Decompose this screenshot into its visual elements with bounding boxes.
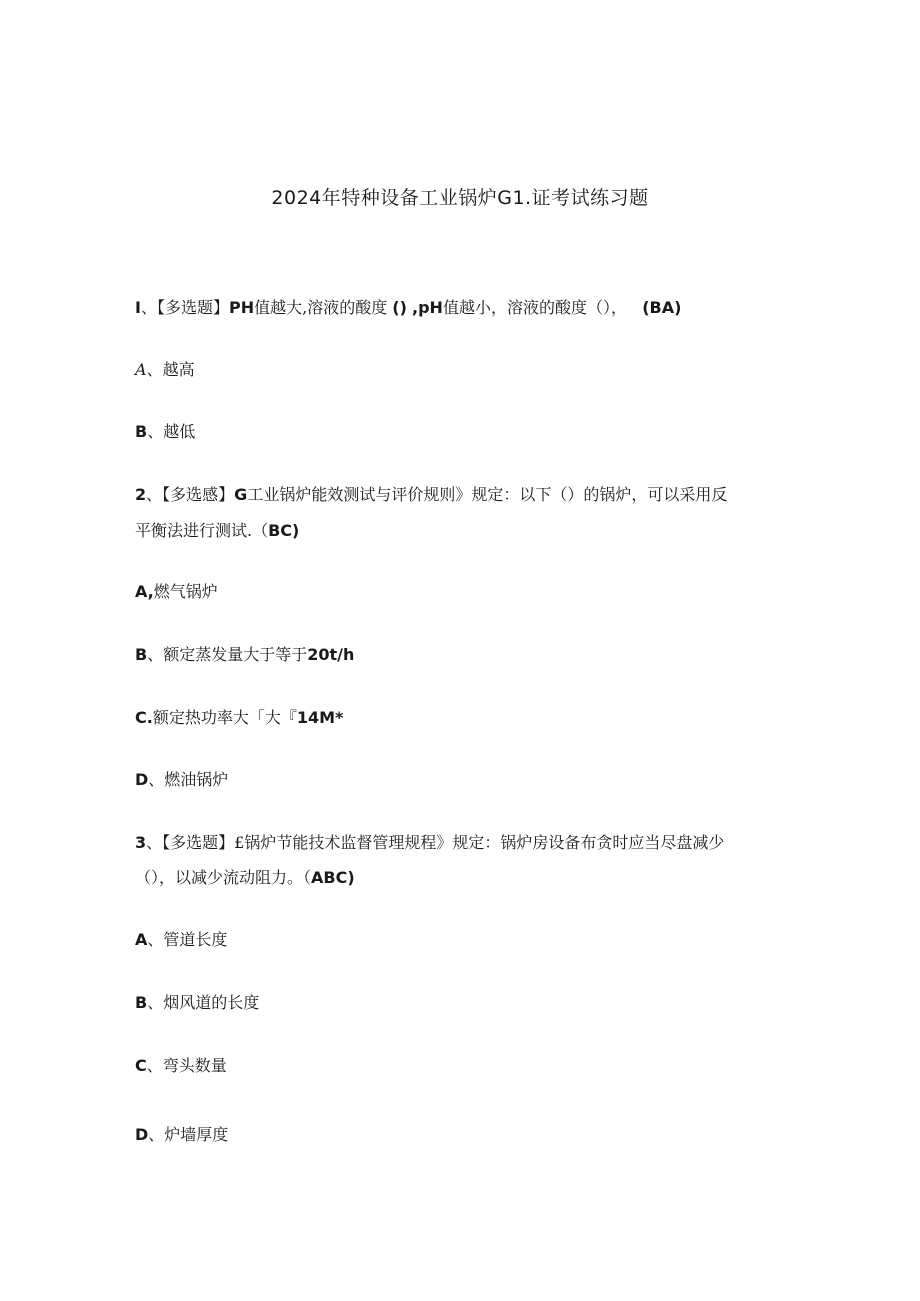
option-b: [135, 645, 785, 665]
option-text: 燃油锅炉: [164, 770, 229, 789]
document-title: 2024年特种设备工业锅炉G1.证考试练习题: [271, 187, 649, 209]
question-text-part: 平衡法进行测试.（: [135, 521, 269, 540]
option-text: 越高: [162, 360, 195, 379]
separator: 、: [148, 1125, 165, 1144]
question-text-part: (): [392, 298, 407, 317]
separator: 、: [146, 485, 163, 504]
separator: 、: [146, 833, 163, 852]
answer-key: ABC): [311, 868, 355, 887]
option-letter: D: [135, 1125, 149, 1144]
answer-key: (BA): [642, 298, 682, 317]
option-text: 燃气锅炉: [153, 582, 218, 601]
option-letter: D: [135, 770, 149, 789]
option-c: [135, 708, 785, 728]
question-text-part: 工业锅炉能效测试与评价规则》规定：以下（）的锅炉，可以采用反: [247, 485, 728, 504]
question-text-part: ,pH: [412, 298, 443, 317]
option-text: 炉墙厚度: [164, 1125, 229, 1144]
question-2: [135, 485, 785, 505]
option-letter: B: [135, 993, 148, 1012]
option-text: 烟风道的长度: [163, 993, 260, 1012]
option-letter: B: [135, 422, 148, 441]
question-text-part: PH: [228, 298, 255, 317]
separator: 、: [140, 298, 157, 317]
option-d: [135, 770, 785, 790]
option-a: [135, 360, 785, 380]
option-letter: B: [135, 645, 148, 664]
option-text: 越低: [163, 422, 196, 441]
option-a: [135, 930, 785, 950]
question-text-part: 值越小，溶液的酸度（），: [442, 298, 627, 317]
separator: 、: [147, 645, 164, 664]
option-text: 弯头数量: [162, 1056, 227, 1075]
option-d: [135, 1125, 785, 1145]
question-type-tag: 【多选题】: [162, 833, 235, 852]
option-letter: C.: [135, 708, 153, 727]
option-b: [135, 422, 785, 442]
option-letter: A,: [135, 582, 154, 601]
separator: 、: [146, 360, 163, 379]
option-letter: A: [135, 930, 148, 949]
separator: 、: [147, 993, 164, 1012]
option-c: [135, 1056, 785, 1076]
option-a: [135, 582, 785, 602]
question-number: I: [135, 298, 141, 317]
option-text: 管道长度: [163, 930, 228, 949]
question-text-part: G: [234, 485, 248, 504]
option-text: 额定热功率大「大『: [152, 708, 297, 727]
question-type-tag: 【多选感】: [162, 485, 235, 504]
question-3: [135, 833, 785, 853]
option-text-value: 14M*: [296, 708, 344, 727]
option-letter: A: [135, 360, 147, 379]
question-3-continued: [135, 868, 785, 888]
option-text-value: 20t/h: [307, 645, 355, 664]
question-number: 2: [135, 485, 147, 504]
option-text: 额定蒸发量大于等于: [163, 645, 308, 664]
answer-key: BC): [268, 521, 300, 540]
question-text-part: （），以减少流动阻力。（: [135, 868, 312, 887]
question-2-continued: [135, 521, 785, 541]
question-number: 3: [135, 833, 147, 852]
separator: 、: [148, 770, 165, 789]
question-type-tag: 【多选题】: [156, 298, 229, 317]
option-b: [135, 993, 785, 1013]
separator: 、: [147, 930, 164, 949]
question-text-part: £锅炉节能技术监督管理规程》规定：锅炉房设备布贪时应当尽盘减少: [234, 833, 725, 852]
separator: 、: [146, 1056, 163, 1075]
option-letter: C: [135, 1056, 147, 1075]
separator: 、: [147, 422, 164, 441]
question-text-part: 值越大,溶液的酸度: [254, 298, 388, 317]
question-1: [135, 298, 785, 318]
